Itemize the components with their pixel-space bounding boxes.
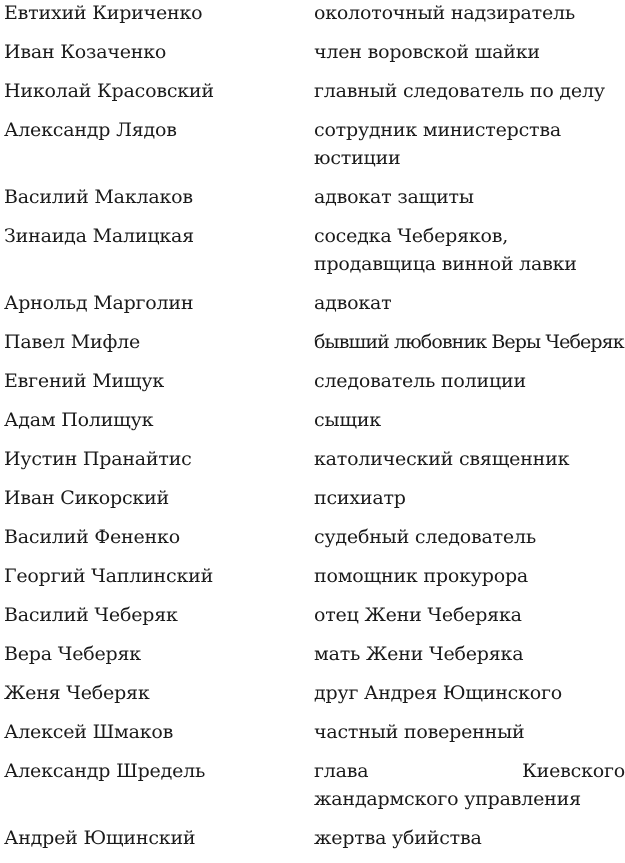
person-name: Александр Шредель [4, 760, 206, 782]
list-item [0, 289, 625, 317]
list-item [0, 824, 625, 852]
list-item [0, 406, 625, 434]
person-role: помощник прокурора [314, 565, 529, 587]
person-name: Зинаида Малицкая [4, 225, 194, 247]
person-role: околоточный надзиратель [314, 2, 576, 24]
person-name: Василий Чеберяк [4, 604, 178, 626]
list-item [0, 484, 625, 512]
list-item [0, 601, 625, 629]
person-name: Арнольд Марголин [4, 292, 194, 314]
person-role: глава Киевского жандармского управления [314, 760, 625, 810]
person-name: Андрей Ющинский [4, 827, 196, 849]
person-name: Георгий Чаплинский [4, 565, 214, 587]
list-item [0, 183, 625, 211]
person-name: Алексей Шмаков [4, 721, 174, 743]
person-role: частный поверенный [314, 721, 525, 743]
list-item [0, 679, 625, 707]
person-name: Александр Лядов [4, 119, 177, 141]
list-item [0, 367, 625, 395]
person-role: отец Жени Чеберяка [314, 604, 522, 626]
person-role: мать Жени Чеберяка [314, 643, 524, 665]
person-name: Василий Фененко [4, 526, 180, 548]
list-item [0, 562, 625, 590]
list-item [0, 77, 625, 105]
list-item [0, 328, 625, 356]
person-name: Евтихий Кириченко [4, 2, 203, 24]
person-name: Адам Полищук [4, 409, 154, 431]
person-name: Николай Красовский [4, 80, 214, 102]
list-item [0, 757, 625, 813]
person-role: судебный следователь [314, 526, 536, 548]
person-role: сотрудник министерства юстиции [314, 119, 561, 169]
list-item [0, 38, 625, 66]
person-role: соседка Чеберяков, продавщица винной лавки [314, 225, 577, 275]
person-name: Иван Козаченко [4, 41, 167, 63]
list-item [0, 640, 625, 668]
person-role: адвокат [314, 292, 392, 314]
person-name: Вера Чеберяк [4, 643, 141, 665]
person-role: друг Андрея Ющинского [314, 682, 563, 704]
person-role: член воровской шайки [314, 41, 540, 63]
list-item [0, 0, 625, 27]
person-role: жертва убийства [314, 827, 482, 849]
person-name: Павел Мифле [4, 331, 141, 353]
person-role: сыщик [314, 409, 381, 431]
person-role: католический священник [314, 448, 570, 470]
person-role: главный следователь по делу [314, 80, 605, 102]
person-role: следователь полиции [314, 370, 526, 392]
list-item [0, 523, 625, 551]
person-name: Женя Чеберяк [4, 682, 150, 704]
person-role: адвокат защиты [314, 186, 474, 208]
person-name: Иустин Пранайтис [4, 448, 192, 470]
list-item [0, 116, 625, 172]
person-role: бывший любовник Веры Чеберяк [314, 331, 624, 353]
person-name: Василий Маклаков [4, 186, 193, 208]
list-item [0, 445, 625, 473]
person-name: Евгений Мищук [4, 370, 165, 392]
list-item [0, 222, 625, 278]
person-role: психиатр [314, 487, 406, 509]
person-name: Иван Сикорский [4, 487, 170, 509]
list-item [0, 718, 625, 746]
